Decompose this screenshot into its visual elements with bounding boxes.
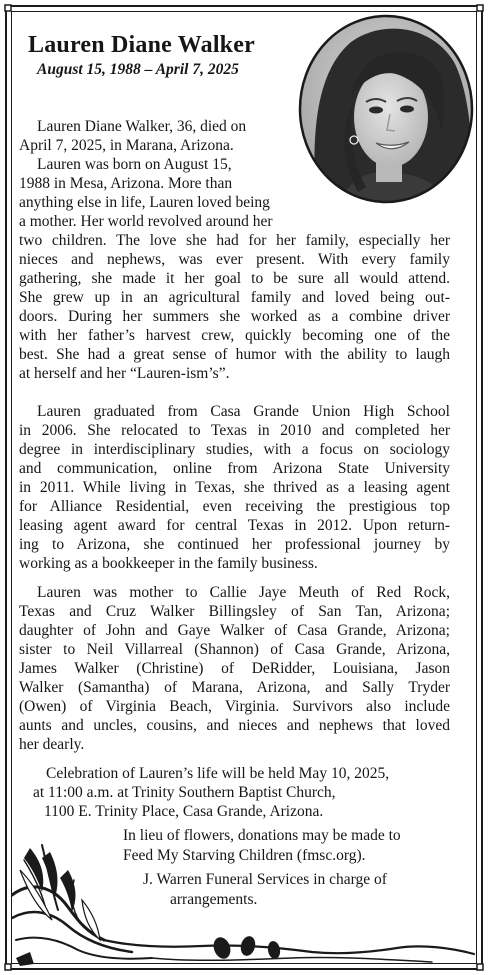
life-dates: August 15, 1988 – April 7, 2025 (37, 61, 239, 78)
lily-flourish-ornament (12, 840, 478, 968)
p3-line-1: Lauren graduated from Casa Grande Union High School (37, 403, 450, 420)
p3-line-6: for Alliance Residential, even receiving the prestigious top (19, 498, 450, 515)
p4-line-3: daughter of John and Gaye Walker of Casa Grande, Arizona; (19, 622, 450, 639)
funeral-home-line-2: arrangements. (170, 891, 258, 908)
service-line-1: Celebration of Lauren’s life will be held May 10, 2025, (46, 765, 390, 782)
p4-line-5: James Walker (Christine) of DeRidder, Louisiana, Jason (19, 660, 450, 677)
p2-line-9: doors. During her summers she worked as a combine driver (19, 308, 450, 325)
p4-line-7: (Owen) of Virginia Beach, Virginia. Survivors also include (19, 698, 450, 715)
p3-line-5: in 2011. While living in Texas, she thrived as a leasing agent (19, 479, 450, 496)
p2-line-1: Lauren was born on August 15, (37, 156, 232, 173)
portrait-photo (296, 12, 476, 207)
p4-line-1: Lauren was mother to Callie Jaye Meuth of Red Rock, (37, 584, 450, 601)
p2-line-6: nieces and nephews, was ever present. With every family (19, 251, 450, 268)
p2-line-4: a mother. Her world revolved around her (19, 213, 273, 230)
p2-line-8: She grew up in an agricultural family and loved being out- (19, 289, 450, 306)
p4-line-9: her dearly. (19, 736, 85, 753)
service-line-2: at 11:00 a.m. at Trinity Southern Baptist Church, (33, 784, 336, 801)
service-line-3: 1100 E. Trinity Place, Casa Grande, Arizona. (44, 803, 324, 820)
p4-line-4: sister to Neil Villarreal (Shannon) of Casa Grande, Arizona, (19, 641, 450, 658)
p4-line-6: Walker (Samantha) of Marana, Arizona, and Sally Tryder (19, 679, 450, 696)
p1-line-1: Lauren Diane Walker, 36, died on (37, 118, 247, 135)
p3-line-4: and communication, online from Arizona State University (19, 460, 450, 477)
p3-line-3: degree in interdisciplinary studies, with a focus on sociology (19, 441, 450, 458)
p4-line-8: aunts and uncles, cousins, and nieces and nephews that loved (19, 717, 450, 734)
p2-line-7: gathering, she made it her goal to be sure all would attend. (19, 270, 450, 287)
p2-line-11: best. She had a great sense of humor with the ability to laugh (19, 346, 450, 363)
funeral-home-line-1: J. Warren Funeral Services in charge of (143, 871, 387, 888)
deceased-name: Lauren Diane Walker (28, 32, 255, 58)
p4-line-2: Texas and Cruz Walker Billingsley of San Tan, Arizona; (19, 603, 450, 620)
corner-ornament-top-left (2, 2, 14, 14)
p1-line-2: April 7, 2025, in Marana, Arizona. (19, 137, 234, 154)
p3-line-2: in 2006. She relocated to Texas in 2010 and completed her (19, 422, 450, 439)
p2-line-2: 1988 in Mesa, Arizona. More than (19, 175, 233, 192)
p2-line-5: two children. The love she had for her family, especially her (19, 232, 450, 249)
p3-line-7: leasing agent award for central Texas in 2012. Upon return- (19, 517, 450, 534)
p2-line-12: at herself and her “Lauren-ism’s”. (19, 365, 230, 382)
p2-line-3: anything else in life, Lauren loved being (19, 194, 270, 211)
donations-line-1: In lieu of flowers, donations may be made to (123, 827, 401, 844)
donations-line-2: Feed My Starving Children (fmsc.org). (123, 847, 366, 864)
p2-line-10: with her father’s harvest crew, quickly becoming one of the (19, 327, 450, 344)
p3-line-8: ing to Arizona, she continued her professional journey by (19, 536, 450, 553)
p3-line-9: working as a bookkeeper in the family business. (19, 555, 318, 572)
